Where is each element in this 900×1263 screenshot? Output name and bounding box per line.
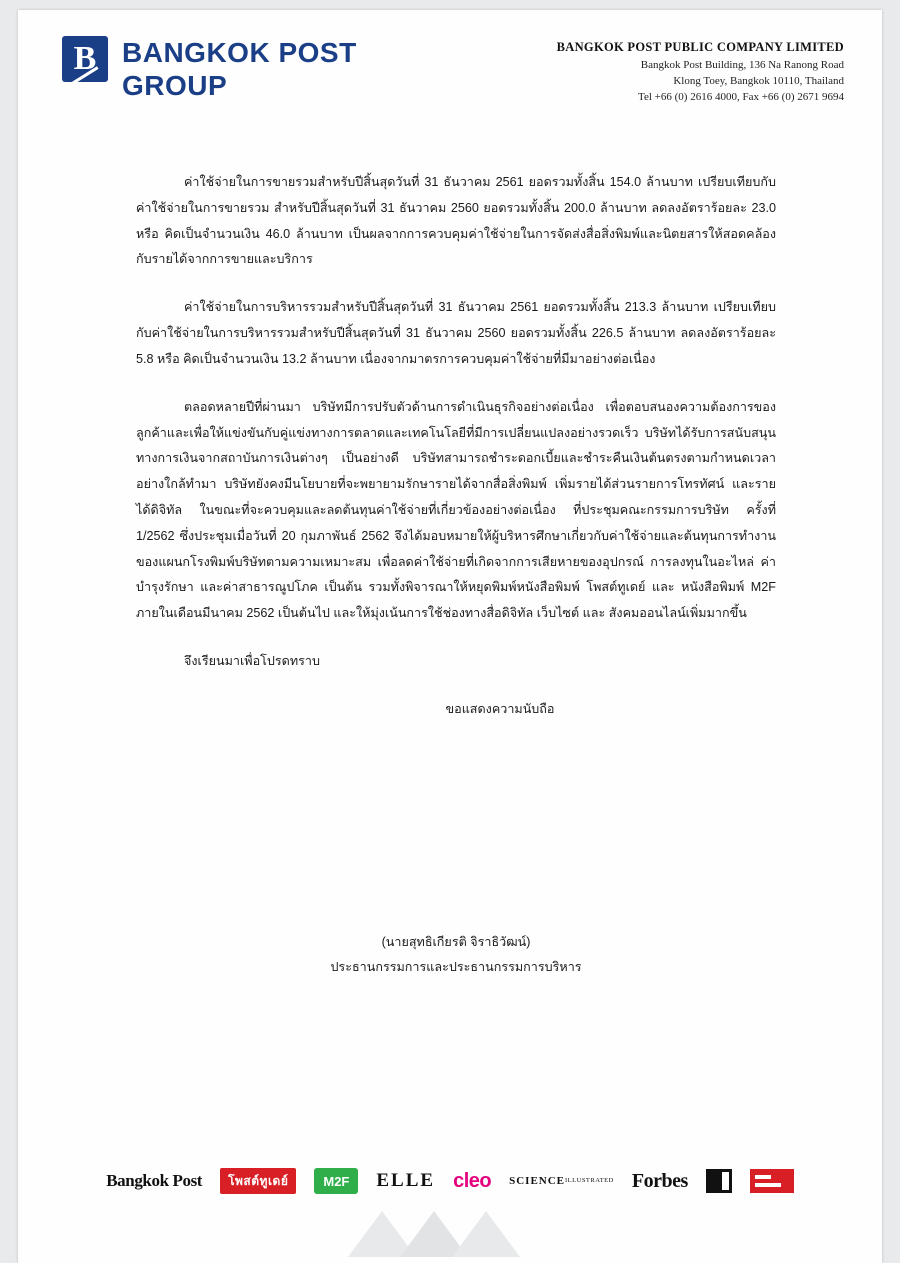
paragraph-admin-expenses: ค่าใช้จ่ายในการบริหารรวมสำหรับปีสิ้นสุดวันที่ 31 ธันวาคม 2561 ยอดรวมทั้งสิ้น 213.3 ล้านบาท เปรียบเทียบกับค่าใช้จ่ายในการบริหารรวมสำหรับปีสิ้นสุดวันที่ 31 ธันวาคม 2560 ยอดรวมทั้งสิ้น 226.5 ล้านบาท ลดลงอัตราร้อยละ 5.8 หรือ คิดเป็นจำนวนเงิน 13.2 ล้านบาท เนื่องจากมาตรการควบคุมค่าใช้จ่ายที่มีมาอย่างต่อเนื่อง [136,300,776,366]
regards-line: ขอแสดงความนับถือ [445,701,555,716]
signature-block [136,930,776,979]
company-address-line-2: Klong Toey, Bangkok 10110, Thailand [673,74,844,87]
letterhead [18,10,882,130]
brand-m2f: M2F [314,1168,358,1194]
brand-mark-dark-icon [706,1169,732,1193]
brand-elle: ELLE [376,1170,436,1191]
watermark-graphic [348,1205,548,1263]
company-details [557,40,844,106]
company-address-line-1: Bangkok Post Building, 136 Na Ranong Road [640,59,844,71]
watermark-chevron-3 [452,1211,520,1257]
signer-name: (นายสุทธิเกียรติ จิราธิวัฒน์) [381,935,531,949]
brand-mark-red-icon [750,1169,794,1193]
closing-line: จึงเรียนมาเพื่อโปรดทราบ [184,654,320,668]
brand-science-label: SCIENCE [509,1174,566,1187]
logo-mark-icon [62,36,108,82]
brand-science-sub: ILLUSTRATED [565,1177,614,1185]
signer-title: ประธานกรรมการและประธานกรรมการบริหาร [330,959,582,974]
brand-forbes: Forbes [631,1169,688,1192]
letter-body [136,170,776,745]
bangkok-post-group-logo [62,36,357,102]
logo-mark-letter: B [73,40,97,77]
letter-sheet [18,10,882,1263]
brand-science-illustrated [509,1168,614,1194]
brand-bangkok-post: Bangkok Post [106,1171,203,1190]
company-contact-line: Tel +66 (0) 2616 4000, Fax +66 (0) 2671 9694 [638,90,844,103]
brand-cleo: cleo [453,1169,492,1192]
paragraph-business-outlook: ตลอดหลายปีที่ผ่านมา บริษัทมีการปรับตัวด้านการดำเนินธุรกิจอย่างต่อเนื่อง เพื่อตอบสนองความต้องการของลูกค้าและเพื่อให้แข่งขันกับคู่แข่งทางการตลาดและเทคโนโลยีที่มีการเปลี่ยนแปลงอย่างรวดเร็ว บริษัทได้รับการสนับสนุนทางการเงินจากสถาบันการเงินต่างๆ เป็นอย่างดี บริษัทสามารถชำระดอกเบี้ยและชำระคืนเงินต้นตรงตามกำหนดเวลาอย่างใกล้ทำมา บริษัทยังคงมีนโยบายที่จะพยายามรักษารายได้จากสื่อสิ่งพิมพ์ เพิ่มรายได้ส่วนรายการโทรทัศน์ และรายได้ดิจิทัล ในขณะที่จะควบคุมและลดต้นทุนค่าใช้จ่ายที่เกี่ยวข้องอย่างต่อเนื่อง ที่ประชุมคณะกรรมการบริษัท ครั้งที่ 1/2562 ซึ่งประชุมเมื่อวันที่ 20 กุมภาพันธ์ 2562 จึงได้มอบหมายให้ผู้บริหารศึกษาเกี่ยวกับค่าใช้จ่ายและต้นทุนการทำงานของแผนกโรงพิมพ์บริษัทตามความเหมาะสม เพื่อลดค่าใช้จ่ายที่เกิดจากการเสียหายของอุปกรณ์ การลงทุนในอะไหล่ ค่าบำรุงรักษา และค่าสาธารณูปโภค เป็นต้น รวมทั้งพิจารณาให้หยุดพิมพ์หนังสือพิมพ์ โพสต์ทูเดย์ และ หนังสือพิมพ์ M2F ภายในเดือนมีนาคม 2562 เป็นต้นไป และให้มุ่งเน้นการใช้ช่องทางสื่อดิจิทัล เว็บไซต์ และ สังคมออนไลน์เพิ่มมากขึ้น [136,399,776,621]
paragraph-selling-expenses: ค่าใช้จ่ายในการขายรวมสำหรับปีสิ้นสุดวันที่ 31 ธันวาคม 2561 ยอดรวมทั้งสิ้น 154.0 ล้านบาท เปรียบเทียบกับค่าใช้จ่ายในการขายรวม สำหรับปีสิ้นสุดวันที่ 31 ธันวาคม 2560 ยอดรวมทั้งสิ้น 200.0 ล้านบาท ลดลงอัตราร้อยละ 23.0 หรือ คิดเป็นจำนวนเงิน 46.0 ล้านบาท เป็นผลจากการควบคุมค่าใช้จ่ายในการจัดส่งสื่อสิ่งพิมพ์และนิตยสารให้สอดคล้องกับรายได้จากการขายและบริการ [136,175,776,267]
brand-post-today: โพสต์ทูเดย์ [220,1168,296,1194]
company-name: BANGKOK POST PUBLIC COMPANY LIMITED [556,40,844,54]
logo-wordmark [122,36,357,102]
footer-brand-bar [18,1158,882,1204]
logo-line-2: GROUP [122,70,228,102]
logo-line-1: BANGKOK POST [122,37,357,68]
